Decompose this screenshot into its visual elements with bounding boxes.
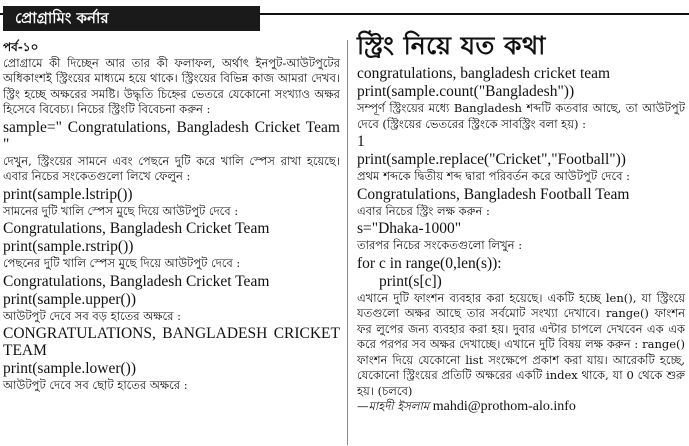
code-print-char: print(s[c]) [379, 272, 442, 290]
output-upper: CONGRATULATIONS, BANGLADESH CRICKET TEAM [3, 325, 340, 359]
code-replace: print(sample.replace("Cricket","Football")) [357, 151, 626, 168]
code-sample-definition: sample=" Congratulations, Bangladesh Cricket Team " [3, 118, 340, 153]
note-write: তারপর নিচের সংকেতগুলো লিখুন : [357, 238, 523, 252]
code-lower: print(sample.lower()) [3, 360, 136, 377]
right-column [357, 30, 685, 415]
note-lstrip: সামনের দুটি খালি স্পেস মুছে দিয়ে আউটপুট দেবে : [3, 203, 239, 218]
note-new-string: এবার নিচের স্ট্রিং লক্ষ করুন : [357, 203, 490, 218]
author-email: mahdi@prothom-alo.info [432, 399, 576, 414]
article-title: স্ট্রিং নিয়ে যত কথা [357, 31, 546, 60]
code-lstrip: print(sample.lstrip()) [3, 185, 133, 203]
code-rstrip: print(sample.rstrip()) [3, 238, 134, 255]
explanation-paragraph: এখানে দুটি ফাংশন ব্যবহার করা হয়েছে। একটি হচ্ছে len(), যা স্ট্রিংয়ে যতগুলো অক্ষর আছে তার সর্বমোট সংখ্যা দেখাবে। range() ফাংশন ফর লুপের জন্য ব্যবহার করা হয়। দুবার এন্টার চাপলে দেখবেন এক এক করে পরপর সব অক্ষর দেখাচ্ছে। এখানে দুটি বিষয় লক্ষ করুন : range() ফাংশন দিয়ে যেকোনো list সংক্ষেপে প্রকাশ করা যায়। আরেকটি হচ্ছে, যেকোনো স্ট্রিংয়ের প্রতিটি অক্ষরের একটি index থাকে, যা 0 থেকে শুরু হয়। (চলবে) [357, 290, 685, 398]
episode-label: পর্ব-১০ [3, 40, 39, 54]
output-rstrip: Congratulations, Bangladesh Cricket Team [3, 272, 270, 290]
note-spaces: দেখুন, স্ট্রিংয়ের সামনে এবং পেছনে দুটি করে খালি স্পেস রাখা হয়েছে। এবার নিচের সংকেতগুলো লিখে ফেলুন : [3, 153, 340, 183]
output-lstrip: Congratulations, Bangladesh Cricket Team [3, 220, 270, 237]
note-upper: আউটপুট দেবে সব বড় হাতের অক্ষরে : [3, 308, 182, 323]
code-s-definition: s="Dhaka-1000" [357, 220, 462, 237]
intro-paragraph: প্রোগ্রামে কী দিচ্ছেন আর তার কী ফলাফল, অর্থাৎ ইনপুট-আউটপুটের অধিকাংশই স্ট্রিংয়ের মাধ্যমে হয়ে থাকে। স্ট্রিংয়ের বিভিন্ন কাজ আমরা দেখব। স্ট্রিং হচ্ছে অক্ষরের সমষ্টি। উদ্ধৃতি চিহ্নের ভেতরে যেকোনো সংখ্যাও অক্ষর হিসেবে বিবেচ্য। নিচের স্ট্রিংটি বিবেচনা করুন : [3, 55, 340, 116]
note-lower: আউটপুট দেবে সব ছোট হাতের অক্ষরে : [3, 378, 188, 392]
note-rstrip: পেছনের দুটি খালি স্পেস মুছে দিয়ে আউটপুট দেবে : [3, 256, 241, 270]
signature [357, 399, 685, 415]
section-tag: প্রোগ্রামিং কর্নার [3, 6, 260, 31]
output-count: 1 [357, 133, 365, 150]
code-upper: print(sample.upper()) [3, 290, 136, 308]
author-name: —মাহদী ইসলাম [357, 399, 430, 413]
code-count: print(sample.count("Bangladesh")) [357, 83, 575, 100]
output-lower: congratulations, bangladesh cricket team [357, 65, 611, 82]
column-divider [347, 40, 348, 445]
output-replace: Congratulations, Bangladesh Football Team [357, 185, 630, 203]
note-count: সম্পূর্ণ স্ট্রিংয়ের মধ্যে Bangladesh শব্দটি কতবার আছে, তা আউটপুট দেবে (স্ট্রিংয়ের ভেতরের স্ট্রিংকে সাবস্ট্রিং বলা হয়) : [357, 101, 685, 131]
left-column [3, 40, 340, 394]
note-replace: প্রথম শব্দকে দ্বিতীয় শব্দ দ্বারা পরিবর্তন করে আউটপুট দেবে : [357, 169, 631, 183]
code-for-loop: for c in range(0,len(s)): [357, 254, 502, 272]
